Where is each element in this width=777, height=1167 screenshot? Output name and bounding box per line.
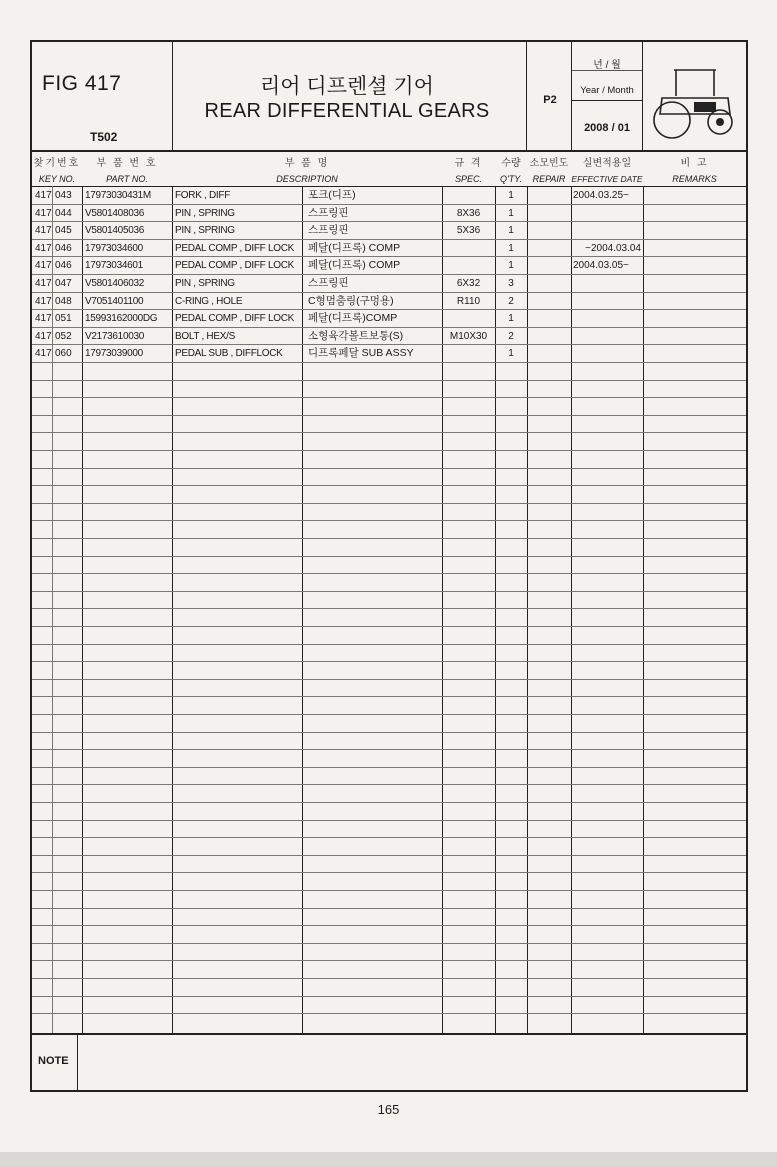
- description-ko: 스프링핀: [308, 206, 349, 219]
- effective-date: [571, 345, 643, 362]
- row-line: [32, 872, 746, 873]
- remarks: [643, 205, 746, 222]
- repair-frequency: [527, 293, 571, 310]
- quantity: 1: [508, 242, 514, 254]
- key-fig: 417: [35, 207, 52, 219]
- effective-date: 2004.03.05~: [573, 260, 629, 272]
- effective-date: [571, 328, 643, 345]
- quantity: 1: [508, 207, 514, 219]
- col-part-no: 부 품 번 호 PART NO.: [96, 158, 158, 184]
- table-row: [32, 274, 746, 292]
- remarks: [643, 187, 746, 204]
- effective-date: 2004.03.25~: [573, 190, 629, 201]
- col-qty: 수량 Q'TY.: [500, 158, 522, 184]
- row-line: [32, 960, 746, 961]
- row-line: [32, 749, 746, 750]
- part-number: 17973030431M: [85, 190, 151, 201]
- part-number: V7051401100: [85, 295, 144, 307]
- description-ko: 페달(디프록)COMP: [308, 312, 398, 325]
- spec: 6X32: [456, 278, 481, 289]
- key-item: 046: [55, 242, 72, 254]
- year-month-divider: [572, 70, 642, 71]
- row-line: [32, 732, 746, 733]
- row-line: [32, 908, 746, 909]
- row-line: [32, 503, 746, 504]
- quantity: 1: [508, 313, 514, 325]
- year-month-label-ko: 년 / 월: [593, 60, 621, 71]
- page-header: [32, 42, 746, 152]
- repair-frequency: [527, 275, 571, 292]
- parts-table: [32, 186, 746, 1033]
- spec: [442, 257, 495, 274]
- table-row: [32, 239, 746, 257]
- key-item: 048: [55, 295, 72, 307]
- description-ko: 포크(디프): [308, 189, 356, 201]
- col-description: 부 품 명 DESCRIPTION: [276, 158, 338, 184]
- col-key-no: 찾기번호 KEY NO.: [33, 158, 81, 184]
- row-line: [32, 1013, 746, 1014]
- key-fig: 417: [35, 190, 52, 201]
- row-line: [32, 380, 746, 381]
- description-ko: C형멈춤링(구멍용): [308, 294, 394, 307]
- repair-frequency: [527, 345, 571, 362]
- row-line: [32, 556, 746, 557]
- row-line: [32, 925, 746, 926]
- note-section: [32, 1033, 746, 1092]
- quantity: 3: [508, 278, 514, 289]
- remarks: [643, 275, 746, 292]
- header-divider: [526, 42, 527, 150]
- year-month-label-en: Year / Month: [580, 85, 634, 96]
- repair-frequency: [527, 240, 571, 257]
- row-line: [32, 890, 746, 891]
- description-ko: 소형육각볼트보통(S): [308, 329, 404, 342]
- description-ko: 스프링핀: [308, 277, 349, 289]
- key-item: 045: [55, 225, 72, 237]
- part-number: 17973034601: [85, 260, 143, 272]
- key-item: 060: [55, 348, 72, 360]
- table-row: [32, 327, 746, 345]
- description-ko: 페달(디프록) COMP: [308, 259, 401, 272]
- description-en: PEDAL SUB , DIFFLOCK: [175, 348, 283, 360]
- col-remarks: 비 고 REMARKS: [672, 158, 717, 184]
- repair-frequency: [527, 328, 571, 345]
- effective-date: [571, 222, 643, 239]
- row-line: [32, 608, 746, 609]
- description-en: FORK , DIFF: [175, 190, 231, 201]
- note-divider: [77, 1035, 78, 1092]
- col-repair: 소모빈도 REPAIR: [529, 158, 569, 184]
- part-number: 15993162000DG: [85, 313, 158, 325]
- description-en: PEDAL COMP , DIFF LOCK: [175, 242, 294, 254]
- title-korean: 리어 디프렌셜 기어: [260, 75, 434, 98]
- description-ko: 페달(디프록) COMP: [308, 241, 401, 254]
- effective-date: [571, 310, 643, 327]
- description-en: PIN , SPRING: [175, 225, 235, 237]
- year-month-divider: [572, 100, 642, 101]
- effective-date: [571, 275, 643, 292]
- remarks: [643, 240, 746, 257]
- row-line: [32, 485, 746, 486]
- row-line: [32, 996, 746, 997]
- part-number: V5801408036: [85, 207, 144, 219]
- row-line: [32, 978, 746, 979]
- row-line: [32, 573, 746, 574]
- repair-frequency: [527, 222, 571, 239]
- remarks: [643, 293, 746, 310]
- quantity: 2: [508, 330, 514, 342]
- header-divider: [642, 42, 643, 150]
- part-number: V2173610030: [85, 330, 144, 342]
- row-line: [32, 538, 746, 539]
- key-fig: 417: [35, 348, 52, 360]
- row-line: [32, 432, 746, 433]
- row-line: [32, 837, 746, 838]
- repair-frequency: [527, 187, 571, 204]
- description-en: PEDAL COMP , DIFF LOCK: [175, 260, 294, 272]
- spec: [442, 240, 495, 257]
- row-line: [32, 520, 746, 521]
- key-fig: 417: [35, 295, 52, 307]
- row-line: [32, 626, 746, 627]
- scan-edge: [0, 1152, 777, 1167]
- figure-number: FIG 417: [42, 72, 122, 95]
- spec: 5X36: [456, 225, 481, 237]
- key-fig: 417: [35, 313, 52, 325]
- row-line: [32, 468, 746, 469]
- part-number: 17973039000: [85, 348, 143, 360]
- spec: [442, 345, 495, 362]
- col-spec: 규 격 SPEC.: [454, 158, 483, 184]
- part-number: V5801406032: [85, 278, 144, 289]
- row-line: [32, 661, 746, 662]
- key-item: 046: [55, 260, 72, 272]
- row-line: [32, 679, 746, 680]
- row-line: [32, 943, 746, 944]
- table-row: [32, 309, 746, 327]
- page-code: P2: [543, 94, 557, 106]
- key-fig: 417: [35, 242, 52, 254]
- row-line: [32, 644, 746, 645]
- row-line: [32, 855, 746, 856]
- quantity: 1: [508, 190, 514, 201]
- row-line: [32, 696, 746, 697]
- row-line: [32, 714, 746, 715]
- title-english: REAR DIFFERENTIAL GEARS: [204, 100, 490, 122]
- table-row: [32, 292, 746, 310]
- key-item: 043: [55, 190, 72, 201]
- table-row: [32, 344, 746, 362]
- row-line: [32, 591, 746, 592]
- col-effective-date: 실변적용일 EFFECTIVE DATE: [571, 158, 643, 184]
- remarks: [643, 328, 746, 345]
- tractor-icon: [648, 52, 740, 144]
- key-item: 044: [55, 207, 72, 219]
- description-en: C-RING , HOLE: [175, 295, 243, 307]
- key-fig: 417: [35, 260, 52, 272]
- row-line: [32, 450, 746, 451]
- key-item: 047: [55, 278, 72, 289]
- year-month-value: 2008 / 01: [584, 122, 630, 134]
- quantity: 1: [508, 225, 514, 237]
- description-en: BOLT , HEX/S: [175, 330, 235, 342]
- row-line: [32, 415, 746, 416]
- quantity: 1: [508, 260, 514, 272]
- description-en: PIN , SPRING: [175, 278, 235, 289]
- description-ko: 디프록페달 SUB ASSY: [308, 347, 414, 360]
- page-number: 165: [377, 1102, 400, 1117]
- part-number: V5801405036: [85, 225, 144, 237]
- key-fig: 417: [35, 225, 52, 237]
- remarks: [643, 222, 746, 239]
- description-en: PEDAL COMP , DIFF LOCK: [175, 313, 294, 325]
- repair-frequency: [527, 257, 571, 274]
- table-row: [32, 186, 746, 204]
- table-row: [32, 204, 746, 222]
- quantity: 1: [508, 348, 514, 360]
- row-line: [32, 802, 746, 803]
- table-row: [32, 256, 746, 274]
- effective-date: [571, 293, 643, 310]
- column-header-row: [32, 150, 746, 187]
- key-fig: 417: [35, 278, 52, 289]
- quantity: 2: [508, 295, 514, 307]
- spec: 8X36: [456, 207, 481, 219]
- row-line: [32, 820, 746, 821]
- effective-date: ~2004.03.04: [585, 242, 641, 254]
- tractor-model: T502: [90, 130, 118, 144]
- repair-frequency: [527, 310, 571, 327]
- remarks: [643, 310, 746, 327]
- remarks: [643, 257, 746, 274]
- spec: [442, 310, 495, 327]
- key-item: 051: [55, 313, 72, 325]
- row-line: [32, 397, 746, 398]
- repair-frequency: [527, 205, 571, 222]
- description-ko: 스프링핀: [308, 224, 349, 237]
- effective-date: [571, 205, 643, 222]
- spec: M10X30: [449, 330, 488, 342]
- description-en: PIN , SPRING: [175, 207, 235, 219]
- row-line: [32, 767, 746, 768]
- remarks: [643, 345, 746, 362]
- table-row: [32, 221, 746, 239]
- key-fig: 417: [35, 330, 52, 342]
- note-label: NOTE: [38, 1055, 69, 1067]
- spec: [442, 187, 495, 204]
- row-line: [32, 784, 746, 785]
- spec: R110: [456, 295, 481, 307]
- key-item: 052: [55, 330, 72, 342]
- catalog-frame: [30, 40, 748, 1092]
- part-number: 17973034600: [85, 242, 143, 254]
